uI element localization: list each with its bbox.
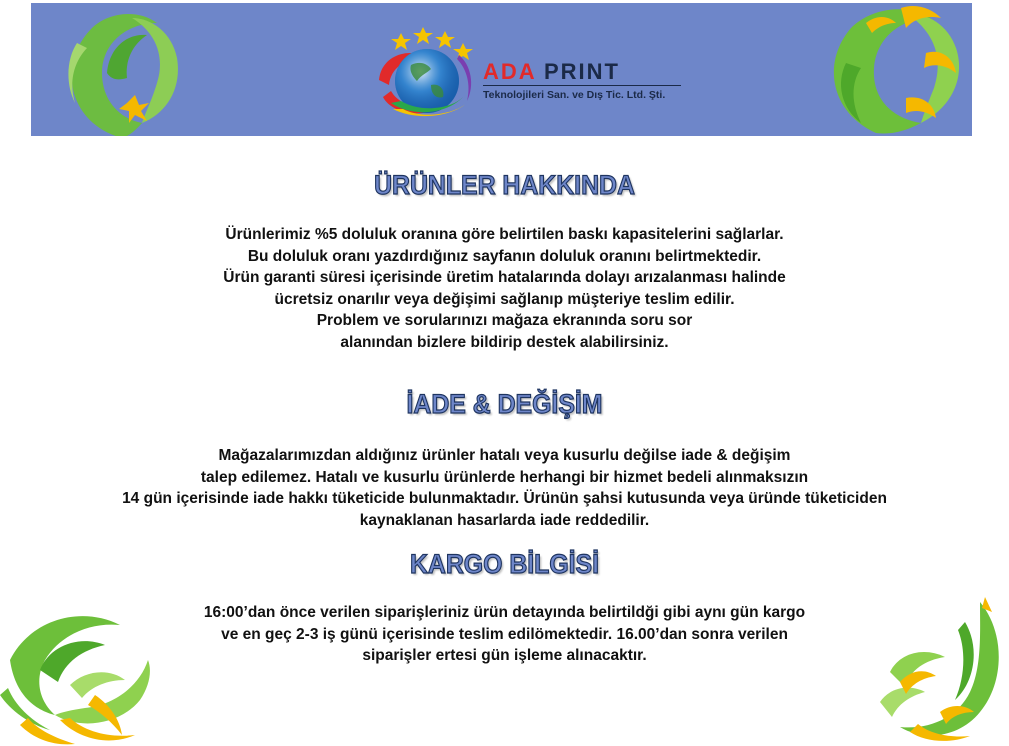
text-line: Problem ve sorularınızı mağaza ekranında soru sor: [316, 312, 693, 329]
brand-name: ADA PRINT: [483, 59, 620, 84]
header-banner: [31, 3, 972, 136]
leaf-ornament-icon: [870, 592, 1009, 746]
section-text-returns: [0, 445, 1009, 531]
text-line: Bu doluluk oranı yazdırdığınız sayfanın doluluk oranını belirtmektedir.: [247, 247, 762, 265]
text-line: Ürün garanti süresi içerisinde üretim hatalarında dolayı arızalanması halinde: [223, 269, 786, 286]
brand-divider: [483, 85, 681, 86]
text-line: siparişler ertesi gün işleme alınacaktır.: [362, 647, 647, 664]
section-title-returns: İADE & DEĞİŞİM: [406, 389, 603, 419]
leaf-ornament-icon: [0, 600, 155, 746]
text-line: alanından bizlere bildirip destek alabilirsiniz.: [340, 333, 669, 351]
brand-subtitle: Teknolojileri San. ve Dış Tic. Ltd. Şti.: [483, 89, 666, 101]
text-line: talep edilemez. Hatalı ve kusurlu ürünlerde herhangi bir hizmet bedeli alınmaksızın: [200, 468, 809, 486]
section-title-products: ÜRÜNLER HAKKINDA: [374, 170, 635, 200]
leaf-ornament-icon: [806, 3, 972, 136]
section-text-products: [0, 224, 1009, 353]
section-title-shipping: KARGO BİLGİSİ: [409, 549, 600, 579]
text-line: 14 gün içerisinde iade hakkı tüketicide bulunmaktadır. Ürünün şahsi kutusunda veya üründe tüketiciden: [122, 490, 887, 507]
text-line: ve en geç 2-3 iş günü içerisinde teslim edilömektedir. 16.00’dan sonra verilen: [221, 625, 788, 643]
text-line: Ürünlerimiz %5 doluluk oranına göre belirtilen baskı kapasitelerini sağlarlar.: [225, 226, 784, 243]
text-line: ücretsiz onarılır veya değişimi sağlanıp müşteriye teslim edilir.: [274, 290, 735, 308]
leaf-ornament-icon: [47, 3, 197, 136]
globe-logo-icon: [371, 25, 481, 121]
text-line: Mağazalarımızdan aldığınız ürünler hatalı veya kusurlu değilse iade & değişim: [218, 447, 791, 464]
text-line: 16:00’dan önce verilen siparişleriniz ürün detayında belirtildği gibi aynı gün kargo: [203, 604, 806, 621]
text-line: kaynaklanan hasarlarda iade reddedilir.: [359, 511, 650, 529]
company-logo: [371, 25, 691, 121]
